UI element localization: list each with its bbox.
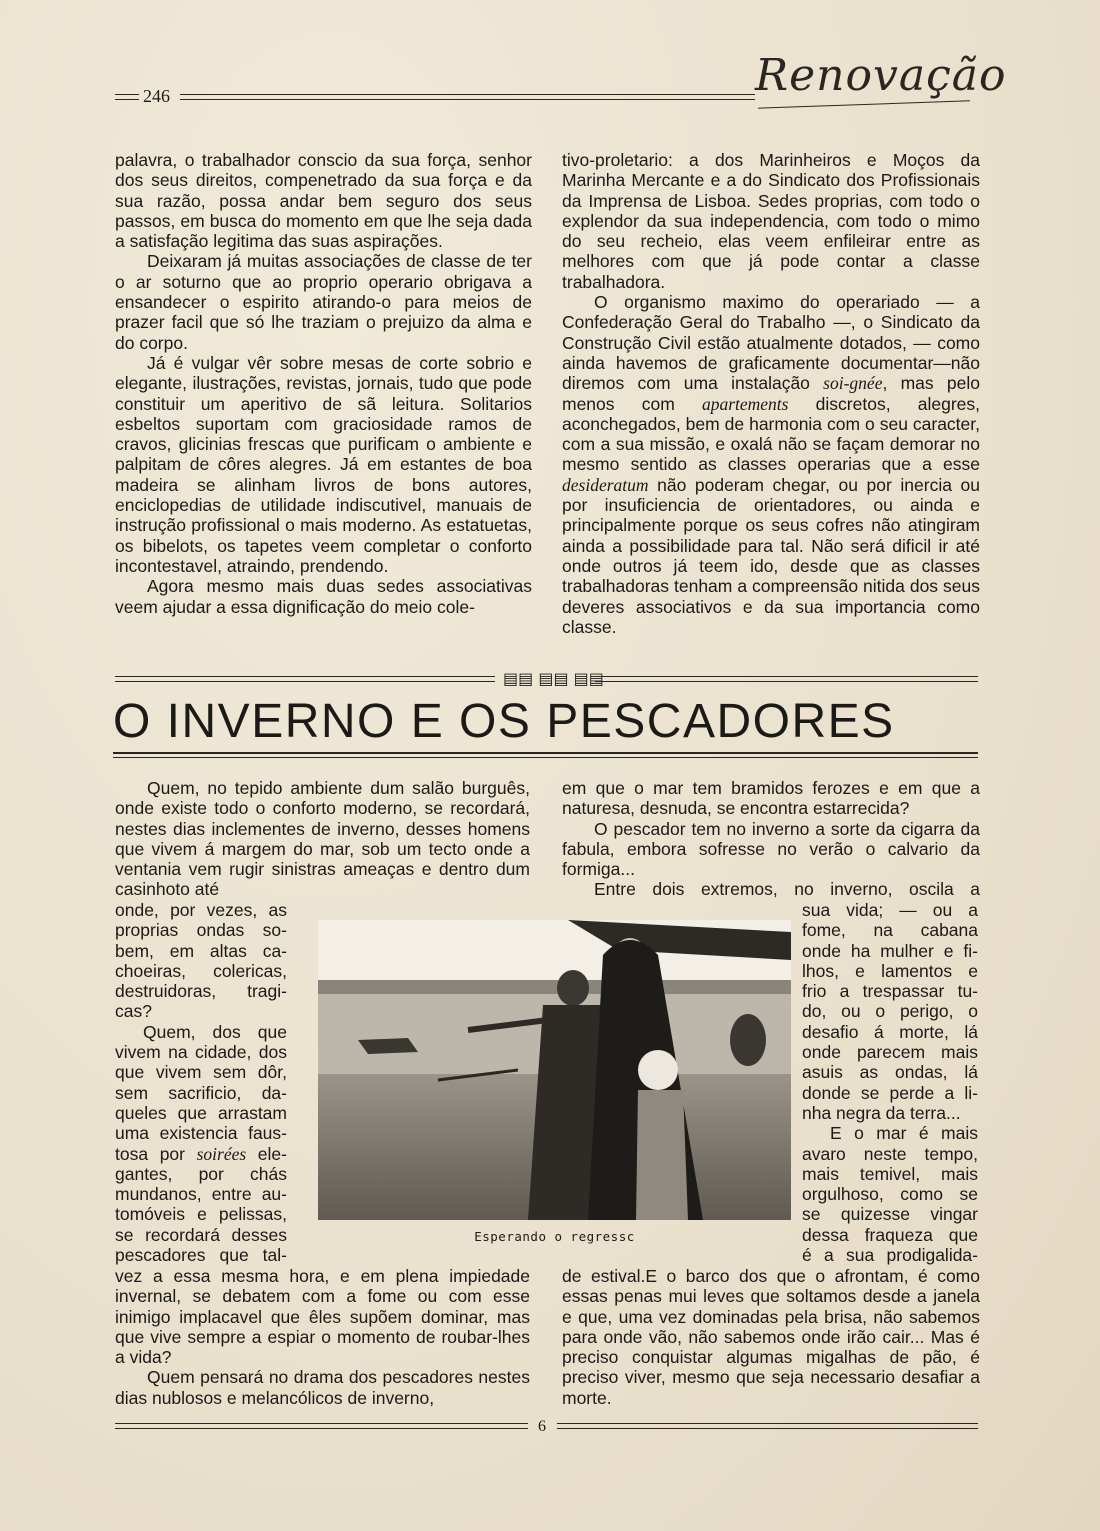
paragraph: Quem pensará no drama dos pescadores nestes dias nublosos e melancólicos de inverno, xyxy=(115,1367,530,1408)
wrap-line: se quizesse vingar xyxy=(802,1204,978,1225)
section-divider-left-2 xyxy=(115,681,495,682)
paragraph: Agora mesmo mais duas sedes associativas veem ajudar a essa dignificação do meio cole- xyxy=(115,576,532,617)
wrap-line: bem, em altas ca- xyxy=(115,940,287,961)
paragraph: Entre dois extremos, no inverno, oscila a xyxy=(594,879,980,900)
masthead-logo: Renovação xyxy=(755,50,1007,101)
wrap-line: gantes, por chás xyxy=(115,1163,287,1184)
wrap-line: onde ha mulher e fi- xyxy=(802,940,978,961)
paragraph: Quem, no tepido ambiente dum salão burguês, onde existe todo o conforto moderno, se recordará, nestes dias inclementes de inverno, desses homens que vivem á margem do mar, sob um tecto onde a ventania vem rugir sinistras ameaças e dentro dum casinhoto até xyxy=(115,778,530,900)
wrap-line: donde se perde a li- xyxy=(802,1082,978,1103)
article-top-right-column xyxy=(562,150,980,637)
wrap-line: sem sacrificio, da- xyxy=(115,1082,287,1103)
wrap-line: tomóveis e pelissas, xyxy=(115,1204,287,1225)
paragraph: Deixaram já muitas associações de classe de ter o ar soturno que ao proprio operario obrigava a ensandecer o espirito atirando-o para meios de prazer facil que só lhe traziam o prejuizo da alma e do corpo. xyxy=(115,251,532,353)
wrap-line: avaro neste tempo, xyxy=(802,1143,978,1164)
article-main-left-wrap xyxy=(115,900,287,1265)
photo-caption: Esperando o regressc xyxy=(474,1229,635,1244)
masthead-underline xyxy=(758,100,970,108)
wrap-line: mais temivel, mais xyxy=(802,1163,978,1184)
header-rule-left-2 xyxy=(115,99,139,100)
footer-rule-left-2 xyxy=(115,1428,528,1429)
wrap-line: onde parecem mais xyxy=(802,1042,978,1063)
wrap-line: vivem na cidade, dos xyxy=(115,1042,287,1063)
italic-term: soirées xyxy=(196,1143,247,1164)
wrap-line: tosa por soirées ele- xyxy=(115,1143,287,1164)
article-title: O INVERNO E OS PESCADORES xyxy=(113,695,895,748)
wrap-line: desafio á morte, lá xyxy=(802,1021,978,1042)
wrap-line: cas? xyxy=(115,1001,152,1022)
wrap-line: orgulhoso, como se xyxy=(802,1184,978,1205)
article-main-right-outro xyxy=(562,1266,980,1408)
wrap-line: mundanos, entre au- xyxy=(115,1184,287,1205)
wrap-line: queles que arrastam xyxy=(115,1102,287,1123)
wrap-line: frio a trespassar tu- xyxy=(802,981,978,1002)
section-divider-right-2 xyxy=(595,681,978,682)
photo-fishermen-family xyxy=(318,920,791,1220)
italic-term: apartements xyxy=(701,393,789,414)
wrap-line: que vivem sem dôr, xyxy=(115,1062,287,1083)
wrap-line: lhos, e lamentos e xyxy=(802,960,978,981)
article-main-right-wrap xyxy=(802,900,978,1265)
paragraph: vez a essa mesma hora, e em plena impiedade invernal, se debatem com a fome ou com esse inimigo implacavel que êles supõem dominar, mas que vive sempre a espiar o momento de roubar-lhes a vida? xyxy=(115,1266,530,1368)
title-underline xyxy=(113,752,978,754)
italic-term: soi-gnée xyxy=(823,373,883,394)
header-rule-left xyxy=(115,94,139,95)
paragraph: O pescador tem no inverno a sorte da cigarra da fabula, embora sofresse no verão o calvario da formiga... xyxy=(562,818,980,880)
wrap-line: onde, por vezes, as xyxy=(115,900,287,920)
wrap-line: nha negra da terra... xyxy=(802,1102,961,1123)
paragraph: Já é vulgar vêr sobre mesas de corte sobrio e elegante, ilustrações, revistas, jornais, tudo que pode constituir um aperitivo de sã leitura. Solitarios esbeltos suportam com graciosidade ramos de cravos, glicinias frescas que purificam o ambiente e palpitam de côres alegres. Já em estantes de boa madeira se alinham livros de bons autores, enciclopedias de utilidade indiscutivel, manuais de instrução profissional o mais moderno. As estatuetas, os bibelots, os tapetes veem completar o conforto incontestavel, atraindo, prendendo. xyxy=(115,352,532,576)
wrap-line: pescadores que tal- xyxy=(115,1245,287,1266)
article-main-left-outro xyxy=(115,1266,530,1408)
wrap-line: se recordará desses xyxy=(115,1224,287,1245)
footer-page-number: 6 xyxy=(538,1418,546,1435)
footer-rule-right xyxy=(557,1423,978,1424)
wrap-line: do, ou o perigo, o xyxy=(802,1001,978,1022)
page-number: 246 xyxy=(143,86,170,106)
header-rule-2 xyxy=(180,99,755,100)
wrap-line: proprias ondas so- xyxy=(115,920,287,941)
wrap-line: destruidoras, tragi- xyxy=(115,981,287,1002)
article-main-left-intro xyxy=(115,778,530,900)
paragraph: de estival.E o barco dos que o afrontam, é como essas penas mui leves que soltamos desde a janela e que, uma vez dominadas pela brisa, não sabemos para onde vão, não sabemos onde irão cair... Mas é preciso conquistar algumas migalhas de pão, é preciso viver, mesmo que seja necessario desafiar a morte. xyxy=(562,1266,980,1408)
photo-illustration xyxy=(318,920,791,1220)
divider-ornament: ▤▤ ▤▤ ▤▤ xyxy=(503,669,604,688)
article-top-left-column xyxy=(115,150,532,617)
wrap-line: sua vida; — ou a xyxy=(802,900,978,920)
wrap-line: E o mar é mais xyxy=(830,1123,978,1144)
italic-term: desideratum xyxy=(562,474,649,495)
section-divider-right xyxy=(595,676,978,677)
section-divider-left xyxy=(115,676,495,677)
wrap-line: choeiras, colericas, xyxy=(115,960,287,981)
paragraph: em que o mar tem bramidos ferozes e em que a naturesa, desnuda, se encontra estarrecida? xyxy=(562,778,980,819)
wrap-line: asuis as ondas, lá xyxy=(802,1062,978,1083)
wrap-line: é a sua prodigalida- xyxy=(802,1245,978,1266)
wrap-line: Quem, dos que xyxy=(143,1021,287,1042)
paragraph: O organismo maximo do operariado — a Confederação Geral do Trabalho —, o Sindicato da Construção Civil estão atualmente dotados, — como ainda havemos de graficamente documentar—não diremos com uma instalação soi-gnée, mas pelo menos com apartements discretos, alegres, aconchegados, bem de harmonia com o seu caracter, com a sua missão, e oxalá não se façam demorar no mesmo sentido as classes operarias que a esse desideratum não poderam chegar, ou por inercia ou por insuficiencia de orientadores, ou ainda e principalmente porque os seus cofres não atingiram ainda a possibilidade para tal. Não será dificil ir até onde outros já teem ido, desde que as classes trabalhadoras tenham a compreensão nitida dos seus deveres associativos e da sua importancia como classe. xyxy=(562,292,980,637)
wrap-line: dessa fraqueza que xyxy=(802,1224,978,1245)
footer-rule-left xyxy=(115,1423,528,1424)
wrap-line: fome, na cabana xyxy=(802,920,978,941)
paragraph: palavra, o trabalhador conscio da sua força, senhor dos seus direitos, compenetrado da sua força e da sua razão, possa andar bem seguro dos seus passos, em busca do momento em que lhe seja dada a satisfação legitima das suas aspirações. xyxy=(115,150,532,252)
article-main-right-intro xyxy=(562,778,980,900)
footer-rule-right-2 xyxy=(557,1428,978,1429)
paragraph: tivo-proletario: a dos Marinheiros e Moços da Marinha Mercante e a do Sindicato dos Profissionais da Imprensa de Lisboa. Sedes proprias, com todo o explendor da sua independencia, com todo o mimo do seu recheio, elas veem enfileirar entre as melhores com que já pode contar a classe trabalhadora. xyxy=(562,150,980,292)
header-rule xyxy=(180,94,755,95)
wrap-line: uma existencia faus- xyxy=(115,1123,287,1144)
title-underline-2 xyxy=(113,757,978,758)
